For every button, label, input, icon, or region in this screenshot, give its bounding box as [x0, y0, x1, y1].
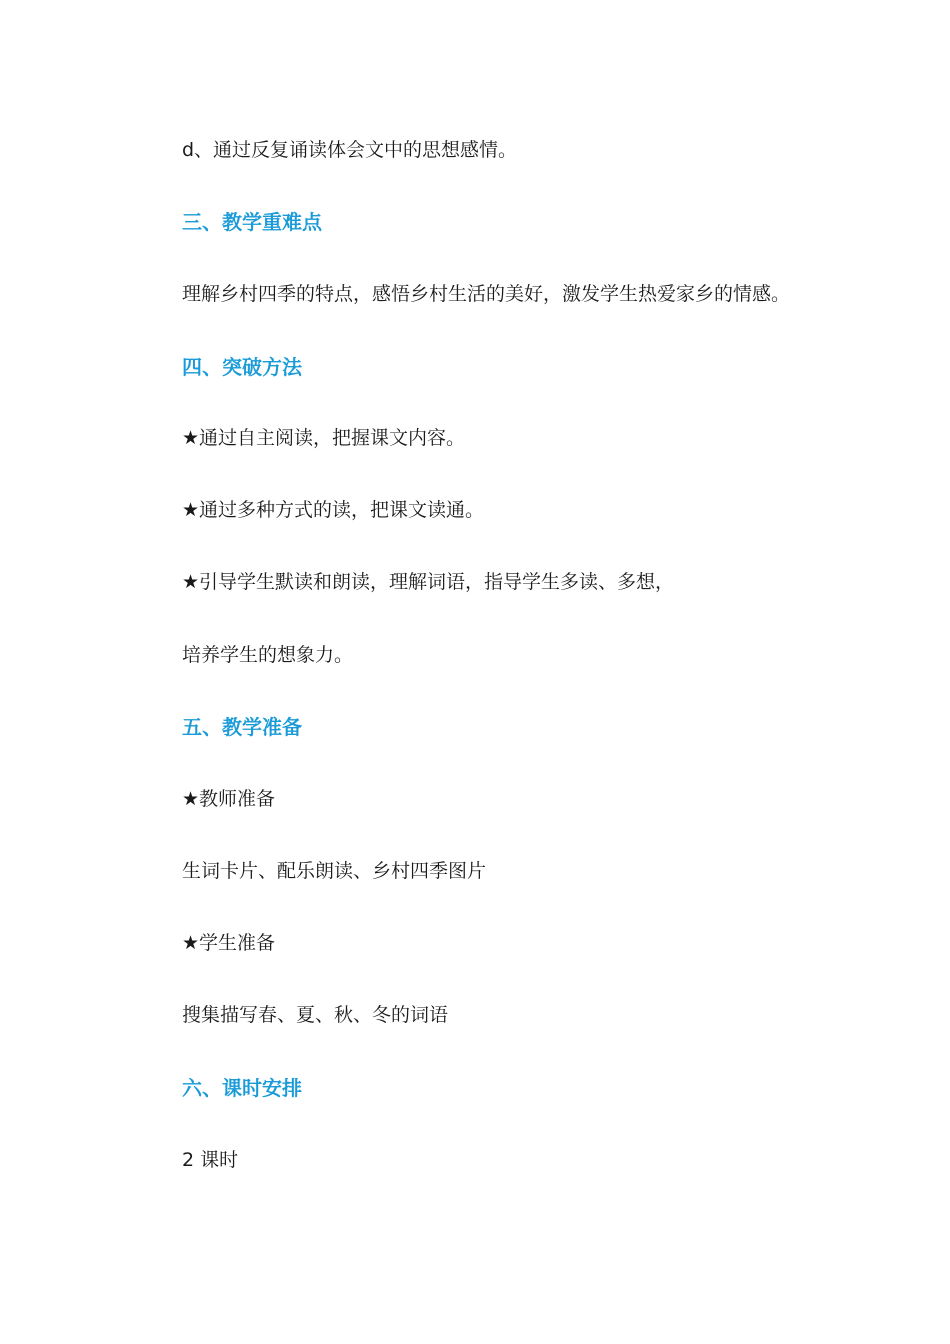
teacher-prep-text: 生词卡片、配乐朗读、乡村四季图片: [182, 860, 487, 882]
schedule-text: 2 课时: [182, 1149, 239, 1171]
section-heading-preparation: 五、教学准备: [182, 715, 302, 739]
method-item-3: ★引导学生默读和朗读，理解词语，指导学生多读、多想，: [182, 571, 675, 593]
method-item-1: ★通过自主阅读，把握课文内容。: [182, 427, 466, 449]
objective-d-text: d、通过反复诵读体会文中的思想感情。: [182, 139, 518, 161]
method-item-3-continued: 培养学生的想象力。: [182, 644, 354, 666]
section-heading-key-points: 三、教学重难点: [182, 210, 322, 234]
key-points-text: 理解乡村四季的特点，感悟乡村生活的美好，激发学生热爱家乡的情感。: [182, 283, 791, 305]
method-item-2: ★通过多种方式的读，把课文读通。: [182, 499, 485, 521]
section-heading-schedule: 六、课时安排: [182, 1076, 302, 1100]
teacher-prep-label: ★教师准备: [182, 788, 276, 810]
student-prep-label: ★学生准备: [182, 932, 276, 954]
student-prep-text: 搜集描写春、夏、秋、冬的词语: [182, 1004, 449, 1026]
section-heading-methods: 四、突破方法: [182, 355, 302, 379]
